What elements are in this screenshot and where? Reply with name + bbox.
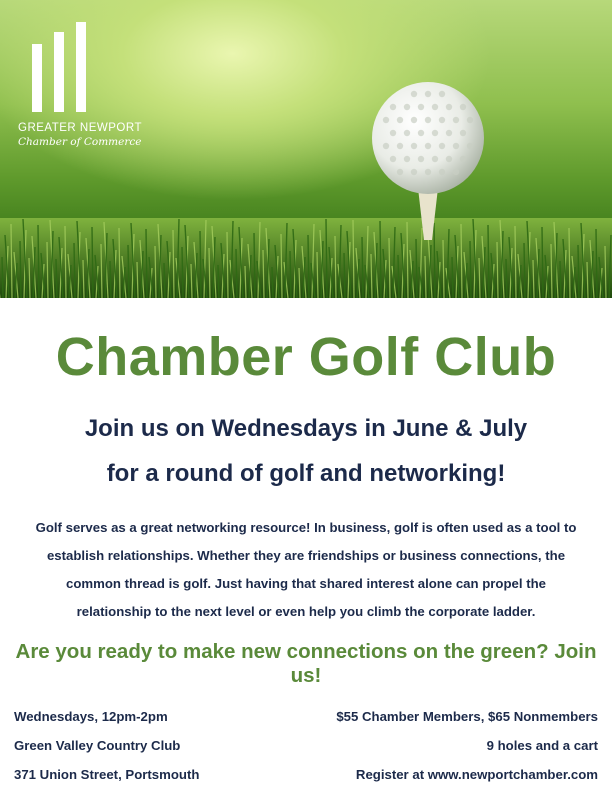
chamber-logo (18, 22, 142, 148)
grass-graphic (0, 178, 612, 298)
logo-mark-icon (18, 22, 98, 112)
event-details-left (14, 702, 199, 789)
page-title: Chamber Golf Club (55, 327, 557, 387)
event-address: 371 Union Street, Portsmouth (14, 767, 200, 782)
golf-ball-icon (368, 80, 488, 240)
event-details-right (336, 702, 598, 789)
logo-name: GREATER NEWPORT (18, 122, 142, 134)
register-link[interactable]: Register at www.newportchamber.com (355, 767, 598, 782)
event-package: 9 holes and a cart (486, 738, 598, 753)
call-to-action: Are you ready to make new connections on the green? Join us! (15, 640, 597, 687)
subtitle-line-1: Join us on Wednesdays in June & July (84, 415, 528, 442)
hero-image (0, 0, 612, 298)
event-price: $55 Chamber Members, $65 Nonmembers (336, 709, 598, 724)
subtitle-line-2: for a round of golf and networking! (106, 460, 506, 487)
logo-subtitle: Chamber of Commerce (18, 136, 142, 148)
event-time: Wednesdays, 12pm-2pm (14, 709, 168, 724)
event-venue: Green Valley Country Club (14, 738, 181, 753)
body-paragraph: Golf serves as a great networking resource! In business, golf is often used as a tool to establish relationships. Whether they are friendships or business connections, the common thread is golf. Just having that shared interest alone can propel the relationship to the next level or even help you climb the corporate ladder. (35, 520, 577, 619)
